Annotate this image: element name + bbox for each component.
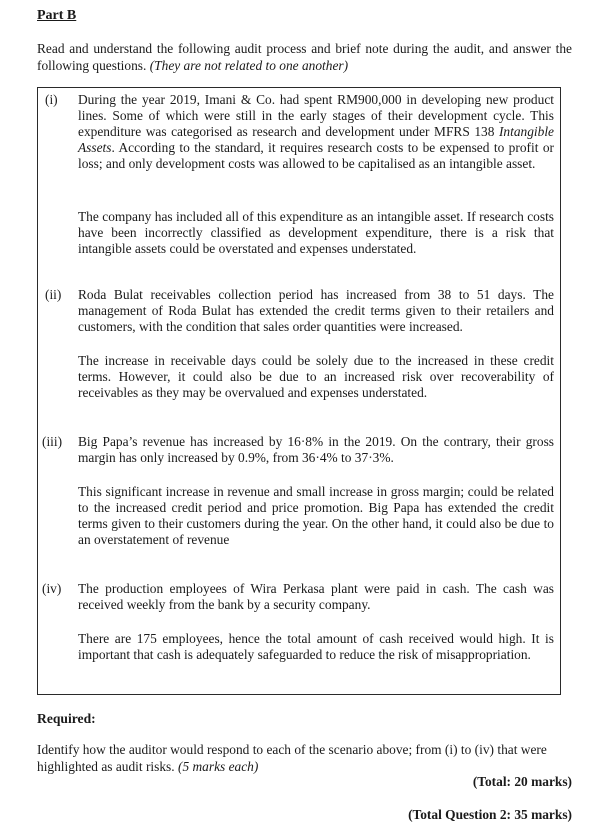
intro-text: Read and understand the following audit process and brief note during the audit, and answer the following questions. [37, 41, 572, 73]
intro-paragraph [37, 40, 572, 74]
item-paragraph-1 [78, 92, 554, 172]
item-number: (iv) [42, 581, 62, 596]
scenario-box [37, 87, 561, 695]
total-marks: (Total: 20 marks) [472, 774, 572, 789]
item-text: . According to the standard, it requires research costs to be expensed to profit or loss; and only development costs was allowed to be capitalised as an intangible asset. [78, 140, 554, 171]
item-text-italic: Intangible Assets [78, 124, 554, 155]
item-number: (ii) [45, 287, 62, 302]
item-paragraph-2: The company has included all of this expenditure as an intangible asset. If research costs have been incorrectly classified as development expenditure, there is a risk that intangible assets could be overstated and expenses understated. [78, 209, 554, 256]
item-number: (iii) [42, 434, 63, 449]
item-paragraph-2: This significant increase in revenue and small increase in gross margin; could be related to the increased credit period and price promotion. Big Papa has extended the credit terms given to their customers during the year. On the other hand, it could also be due to an overstatement of revenue [78, 484, 554, 547]
item-paragraph-1: Big Papa’s revenue has increased by 16·8% in the 2019. On the contrary, their gross margin has only increased by 0.9%, from 36·4% to 37·3%. [78, 434, 554, 465]
required-heading: Required: [37, 711, 96, 726]
marks-note: (5 marks each) [177, 759, 259, 774]
item-paragraph-2: There are 175 employees, hence the total amount of cash received would high. It is important that cash is adequately safeguarded to reduce the risk of misappropriation. [78, 631, 554, 662]
item-paragraph-2: The increase in receivable days could be solely due to the increased in these credit terms. However, it could also be due to an increased risk over recoverability of receivables as they may be overvalued and expenses understated. [78, 353, 554, 400]
item-paragraph-1: The production employees of Wira Perkasa plant were paid in cash. The cash was received weekly from the bank by a security company. [78, 581, 554, 612]
intro-aside: (They are not related to one another) [149, 58, 349, 73]
item-text: During the year 2019, Imani & Co. had spent RM900,000 in developing new product lines. Some of which were still in the early stages of their development cycle. This expenditure was categorised as research and development under MFRS 138 [78, 92, 554, 139]
item-number: (i) [45, 92, 58, 107]
item-paragraph-1: Roda Bulat receivables collection period has increased from 38 to 51 days. The management of Roda Bulat has extended the credit terms given to their retailers and customers, with the condition that sales order quantities were increased. [78, 287, 554, 334]
total-question-marks: (Total Question 2: 35 marks) [408, 807, 572, 822]
required-question: Identify how the auditor would respond to each of the scenario above; from (i) to (iv) that were highlighted as audit risks. [37, 742, 547, 774]
part-title: Part B [37, 8, 77, 23]
required-text [37, 741, 572, 775]
